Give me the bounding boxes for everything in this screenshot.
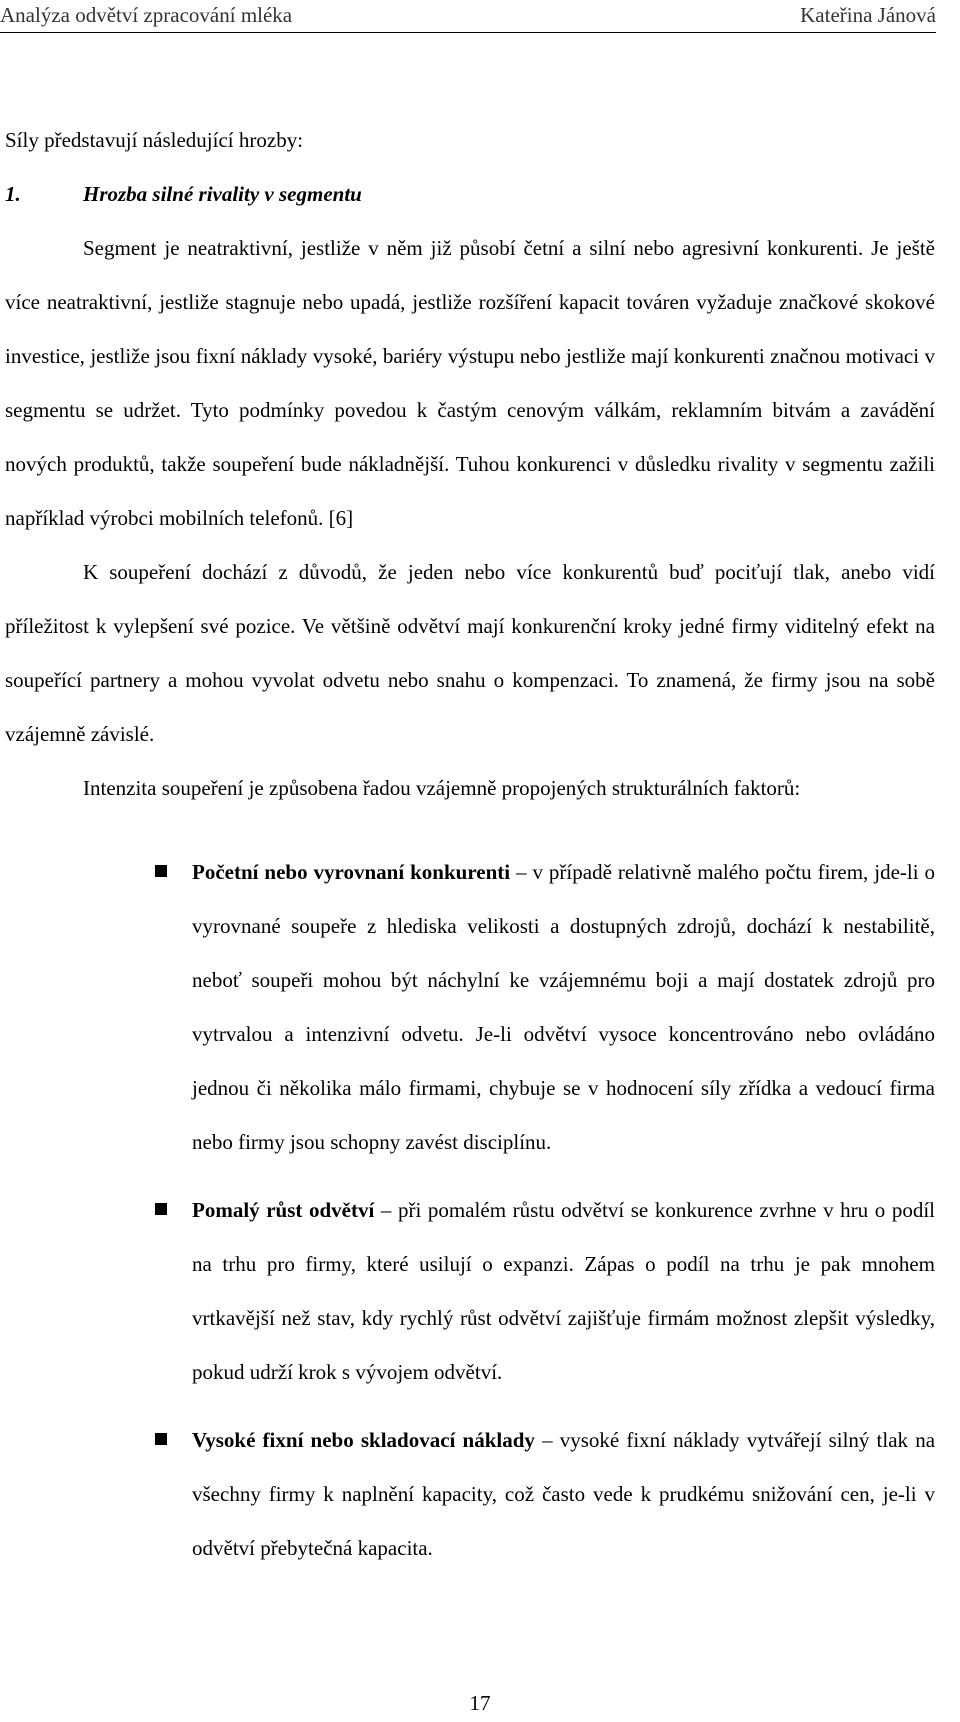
list-item [5,1183,935,1399]
paragraph-rivalry: Segment je neatraktivní, jestliže v něm již působí četní a silní nebo agresivní konkurenti. Je ještě více neatraktivní, jestliže stagnuje nebo upadá, jestliže rozšíření kapacit továren vyžaduje značkové skokové investice, jestliže jsou fixní náklady vysoké, bariéry výstupu nebo jestliže mají konkurenti značnou motivaci v segmentu se udržet. Tyto podmínky povedou k častým cenovým válkám, reklamním bitvám a zavádění nových produktů, takže soupeření bude nákladnější. Tuhou konkurenci v důsledku rivality v segmentu zažili například výrobci mobilních telefonů. [6] [5,236,935,530]
list-item [5,845,935,1169]
section-heading [5,167,935,221]
bullet-text: – vysoké fixní náklady vytvářejí silný tlak na všechny firmy k naplnění kapacity, což často vede k prudkému snižování cen, je-li v odvětví přebytečná kapacita. [192,1428,936,1560]
factor-list [5,845,935,1575]
bullet-term: Početní nebo vyrovnaní konkurenti [192,860,511,884]
document-body [5,113,935,1589]
list-item [5,1413,935,1575]
square-bullet-icon [155,1203,167,1215]
bullet-text: – v případě relativně malého počtu firem, jde-li o vyrovnané soupeře z hlediska velikosti a dostupných zdrojů, dochází k nestabilitě, neboť soupeři mohou být náchylní ke vzájemnému boji a mají dostatek zdrojů pro vytrvalou a intenzivní odvetu. Je-li odvětví vysoce koncentrováno nebo ovládáno jednou či několika málo firmami, chybuje se v hodnocení síly zřídka a vedoucí firma nebo firmy jsou schopny zavést disciplínu. [192,860,936,1154]
square-bullet-icon [155,865,167,877]
bullet-term: Vysoké fixní nebo skladovací náklady [192,1428,535,1452]
bullet-term: Pomalý růst odvětví [192,1198,375,1222]
paragraph-competition: K soupeření dochází z důvodů, že jeden nebo více konkurentů buď pociťují tlak, anebo vidí příležitost k vylepšení své pozice. Ve většině odvětví mají konkurenční kroky jedné firmy viditelný efekt na soupeřící partnery a mohou vyvolat odvetu nebo snahu o kompenzaci. To znamená, že firmy jsou na sobě vzájemně závislé. [5,560,935,746]
header-author: Kateřina Jánová [800,3,936,27]
page-number: 17 [469,1691,491,1715]
section-title: Hrozba silné rivality v segmentu [83,182,362,206]
header-title: Analýza odvětví zpracování mléka [0,3,293,27]
section-number: 1. [5,182,21,206]
page-header [0,0,936,33]
bullet-text: – při pomalém růstu odvětví se konkurence zvrhne v hru o podíl na trhu pro firmy, které usilují o expanzi. Zápas o podíl na trhu je pak mnohem vrtkavější než stav, kdy rychlý růst odvětví zajišťuje firmám možnost zlepšit výsledky, pokud udrží krok s vývojem odvětví. [192,1198,935,1384]
square-bullet-icon [155,1433,167,1445]
paragraph-factors: Intenzita soupeření je způsobena řadou vzájemně propojených strukturálních faktorů: [83,776,801,800]
intro-text: Síly představují následující hrozby: [5,128,304,152]
